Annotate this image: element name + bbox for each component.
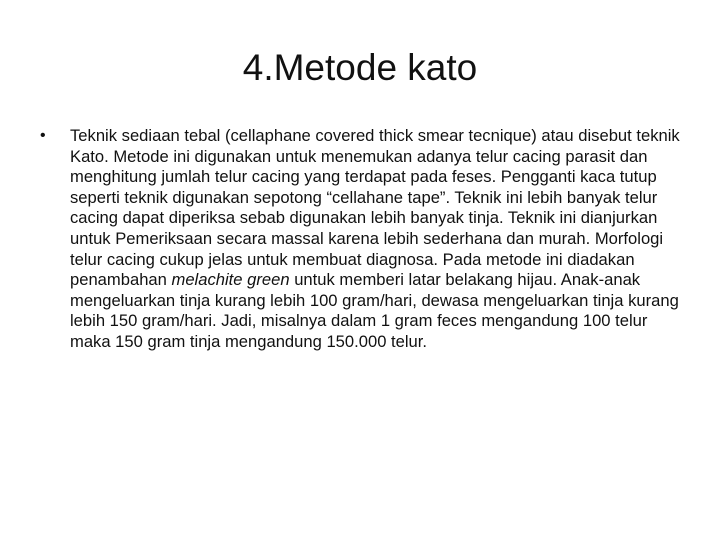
paragraph-italic-term: melachite green — [171, 270, 290, 290]
paragraph-text-part-2: untuk memberi latar belakang hijau. Anak-anak mengeluarkan tinja kurang lebih 100 gram/hari, dewasa mengeluarkan tinja kurang lebih 150 gram/hari. Jadi, misalnya dalam 1 gram feces mengandung 100 telur maka 150 gram tinja mengandung 150.000 telur. — [70, 270, 679, 351]
slide-body — [36, 126, 686, 353]
bullet-paragraph — [70, 126, 686, 353]
paragraph-text-part-1: Teknik sediaan tebal (cellaphane covered thick smear tecnique) atau disebut teknik Kato. Metode ini digunakan untuk menemukan adanya telur cacing parasit dan menghitung jumlah telur cacing yang terdapat pada feses. Pengganti kaca tutup seperti teknik digunakan sepotong “cellahane tape”. Teknik ini lebih banyak telur cacing dapat diperiksa sebab digunakan lebih banyak tinja. Teknik ini dianjurkan untuk Pemeriksaan secara massal karena lebih sederhana dan murah. Morfologi telur cacing cukup jelas untuk membuat diagnosa. Pada metode ini diadakan penambahan — [70, 126, 680, 290]
bullet-item — [36, 126, 686, 353]
bullet-icon: • — [40, 127, 46, 144]
slide-title: 4.Metode kato — [242, 47, 478, 88]
